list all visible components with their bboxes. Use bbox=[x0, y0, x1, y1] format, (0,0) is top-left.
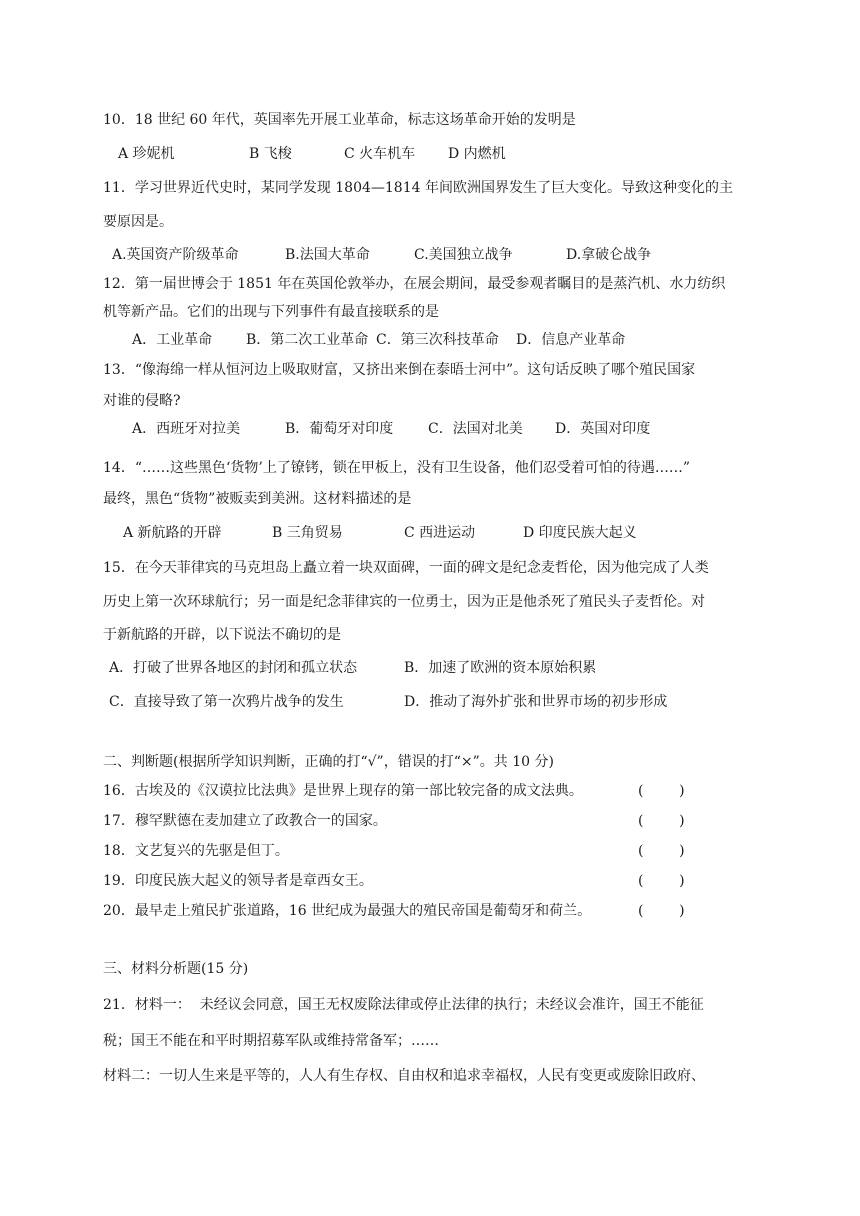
question-10-stem: 10．18 世纪 60 年代，英国率先开展工业革命，标志这场革命开始的发明是 bbox=[103, 112, 576, 128]
question-13-stem-line-1: 13．“像海绵一样从恒河边上吸取财富，又挤出来倒在泰晤士河中”。这句话反映了哪个殖民国家 bbox=[103, 362, 696, 378]
answer-blank-20[interactable]: ( ) bbox=[638, 903, 685, 919]
question-15-option-c: C．直接导致了第一次鸦片战争的发生 bbox=[109, 694, 344, 710]
question-13-option-d: D．英国对印度 bbox=[555, 421, 651, 437]
question-15-stem-line-3: 于新航路的开辟，以下说法不确切的是 bbox=[103, 627, 341, 643]
question-11-option-d: D.拿破仑战争 bbox=[566, 247, 652, 263]
question-14-option-a: A 新航路的开辟 bbox=[123, 525, 222, 541]
question-12-option-d: D．信息产业革命 bbox=[516, 332, 626, 348]
question-14-option-c: C 西进运动 bbox=[404, 525, 476, 541]
question-11-stem-line-2: 要原因是。 bbox=[103, 214, 173, 230]
question-12-option-c: C．第三次科技革命 bbox=[376, 332, 499, 348]
question-11-option-b: B.法国大革命 bbox=[285, 247, 370, 263]
question-15-option-a: A．打破了世界各地区的封闭和孤立状态 bbox=[109, 660, 358, 676]
question-21-line-1: 21．材料一： 未经议会同意，国王无权废除法律或停止法律的执行；未经议会准许，国王不能征 bbox=[103, 997, 704, 1013]
question-10-option-c: C 火车机车 bbox=[344, 146, 416, 162]
question-11-option-a: A.英国资产阶级革命 bbox=[112, 247, 239, 263]
judgement-item-20: 20．最早走上殖民扩张道路，16 世纪成为最强大的殖民帝国是葡萄牙和荷兰。 bbox=[103, 903, 592, 919]
question-12-option-a: A．工业革命 bbox=[132, 332, 213, 348]
section-3-heading: 三、材料分析题(15 分) bbox=[103, 961, 249, 977]
question-10-option-a: A 珍妮机 bbox=[118, 146, 175, 162]
question-14-option-b: B 三角贸易 bbox=[272, 525, 343, 541]
question-13-option-a: A．西班牙对拉美 bbox=[132, 421, 241, 437]
question-13-option-b: B．葡萄牙对印度 bbox=[285, 421, 394, 437]
question-14-stem-line-2: 最终，黑色“货物”被贩卖到美洲。这材料描述的是 bbox=[103, 491, 412, 507]
judgement-item-18: 18．文艺复兴的先驱是但丁。 bbox=[103, 843, 289, 859]
question-15-option-d: D．推动了海外扩张和世界市场的初步形成 bbox=[404, 694, 668, 710]
question-10-option-d: D 内燃机 bbox=[448, 146, 506, 162]
answer-blank-17[interactable]: ( ) bbox=[638, 813, 685, 829]
judgement-item-19: 19．印度民族大起义的领导者是章西女王。 bbox=[103, 873, 373, 889]
question-21-line-2: 税；国王不能在和平时期招募军队或维持常备军；…… bbox=[103, 1033, 439, 1049]
judgement-item-17: 17．穆罕默德在麦加建立了政教合一的国家。 bbox=[103, 813, 387, 829]
question-15-option-b: B．加速了欧洲的资本原始积累 bbox=[404, 660, 597, 676]
answer-blank-18[interactable]: ( ) bbox=[638, 843, 685, 859]
question-12-stem-line-1: 12．第一届世博会于 1851 年在英国伦敦举办，在展会期间，最受参观者瞩目的是蒸汽机、水力纺织 bbox=[103, 276, 726, 292]
question-11-stem-line-1: 11．学习世界近代史时，某同学发现 1804—1814 年间欧洲国界发生了巨大变化。导致这种变化的主 bbox=[103, 180, 733, 196]
question-12-stem-line-2: 机等新产品。它们的出现与下列事件有最直接联系的是 bbox=[103, 304, 439, 320]
question-15-stem-line-2: 历史上第一次环球航行；另一面是纪念菲律宾的一位勇士，因为正是他杀死了殖民头子麦哲伦。对 bbox=[103, 594, 705, 610]
question-14-option-d: D 印度民族大起义 bbox=[523, 525, 637, 541]
question-13-stem-line-2: 对谁的侵略? bbox=[103, 393, 181, 409]
answer-blank-16[interactable]: ( ) bbox=[638, 783, 685, 799]
question-14-stem-line-1: 14．“……这些黑色‘货物’上了镣铐，锁在甲板上，没有卫生设备，他们忍受着可怕的待遇……” bbox=[103, 460, 691, 476]
answer-blank-19[interactable]: ( ) bbox=[638, 873, 685, 889]
question-12-option-b: B．第二次工业革命 bbox=[246, 332, 369, 348]
judgement-item-16: 16．古埃及的《汉谟拉比法典》是世界上现存的第一部比较完备的成文法典。 bbox=[103, 783, 583, 799]
question-11-option-c: C.美国独立战争 bbox=[414, 247, 513, 263]
question-10-option-b: B 飞梭 bbox=[249, 146, 292, 162]
question-21-line-3: 材料二：一切人生来是平等的，人人有生存权、自由权和追求幸福权，人民有变更或废除旧政府、 bbox=[103, 1068, 705, 1084]
section-2-heading: 二、判断题(根据所学知识判断，正确的打“√”，错误的打“×”。共 10 分) bbox=[103, 754, 554, 770]
question-13-option-c: C．法国对北美 bbox=[428, 421, 523, 437]
question-15-stem-line-1: 15．在今天菲律宾的马克坦岛上矗立着一块双面碑，一面的碑文是纪念麦哲伦，因为他完成了人类 bbox=[103, 560, 709, 576]
